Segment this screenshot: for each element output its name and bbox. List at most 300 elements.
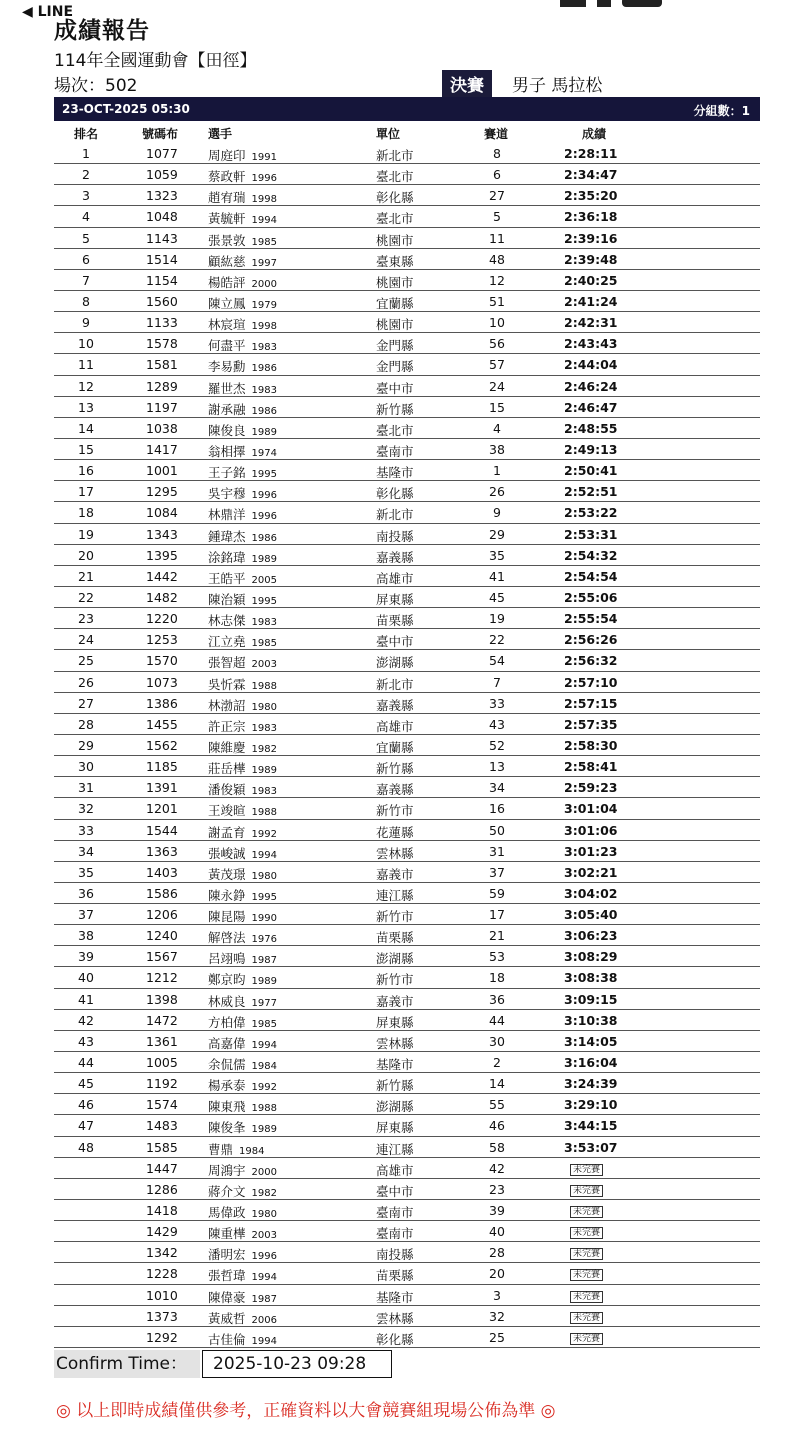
athlete-name: 涂銘瑋 bbox=[208, 549, 246, 565]
result-time: 2:43:43 bbox=[564, 336, 618, 352]
result-time: 3:44:15 bbox=[564, 1118, 618, 1134]
bib-cell: 1585 bbox=[146, 1139, 178, 1155]
athlete-name: 莊岳樺 bbox=[208, 761, 246, 777]
athlete-cell bbox=[208, 928, 277, 946]
signal-icon bbox=[560, 0, 586, 7]
table-header bbox=[54, 122, 760, 142]
athlete-name: 何盡平 bbox=[208, 338, 246, 354]
result-cell bbox=[564, 653, 618, 668]
bib-cell: 1574 bbox=[146, 1097, 178, 1113]
rank-cell: 44 bbox=[78, 1055, 94, 1071]
athlete-name: 陳俊夆 bbox=[208, 1120, 246, 1136]
lane-cell: 57 bbox=[489, 357, 505, 373]
round-badge: 決賽 bbox=[442, 70, 492, 97]
team-cell: 金門縣 bbox=[376, 359, 414, 375]
dnf-badge: 未完賽 bbox=[570, 1269, 603, 1281]
lane-cell: 32 bbox=[489, 1308, 505, 1324]
bib-cell: 1483 bbox=[146, 1118, 178, 1134]
bib-cell: 1253 bbox=[146, 632, 178, 648]
birth-year: 1992 bbox=[251, 828, 277, 840]
col-result: 成績 bbox=[582, 127, 607, 141]
birth-year: 1987 bbox=[251, 1293, 277, 1305]
result-time: 2:54:32 bbox=[564, 547, 618, 563]
result-time: 3:24:39 bbox=[564, 1076, 618, 1092]
bib-cell: 1323 bbox=[146, 188, 178, 204]
col-athlete: 選手 bbox=[208, 127, 233, 141]
result-time: 3:06:23 bbox=[564, 928, 618, 944]
bib-cell: 1472 bbox=[146, 1012, 178, 1028]
result-cell bbox=[564, 1140, 618, 1155]
result-time: 3:01:06 bbox=[564, 822, 618, 838]
team-cell: 臺東縣 bbox=[376, 253, 414, 269]
team-cell: 基隆市 bbox=[376, 1057, 414, 1073]
rank-cell: 33 bbox=[78, 822, 94, 838]
athlete-name: 吳忻霖 bbox=[208, 676, 246, 692]
lane-cell: 10 bbox=[489, 315, 505, 331]
result-cell bbox=[564, 505, 618, 520]
table-row bbox=[54, 1158, 760, 1179]
result-cell bbox=[570, 1244, 603, 1259]
team-cell: 臺南市 bbox=[376, 1226, 414, 1242]
rank-cell: 17 bbox=[78, 484, 94, 500]
birth-year: 1977 bbox=[251, 997, 277, 1009]
rank-cell: 45 bbox=[78, 1076, 94, 1092]
athlete-cell bbox=[208, 632, 277, 650]
team-cell: 新竹市 bbox=[376, 972, 414, 988]
lane-cell: 40 bbox=[489, 1224, 505, 1240]
rank-cell: 11 bbox=[78, 357, 94, 373]
team-cell: 澎湖縣 bbox=[376, 1099, 414, 1115]
lane-cell: 53 bbox=[489, 949, 505, 965]
dnf-badge: 未完賽 bbox=[570, 1185, 603, 1197]
bib-cell: 1403 bbox=[146, 864, 178, 880]
birth-year: 1983 bbox=[251, 384, 277, 396]
bib-cell: 1482 bbox=[146, 589, 178, 605]
table-row bbox=[54, 862, 760, 883]
group-count: 分組數：1 bbox=[693, 104, 750, 118]
result-cell bbox=[564, 1055, 618, 1070]
birth-year: 2000 bbox=[251, 1166, 277, 1178]
rank-cell: 37 bbox=[78, 907, 94, 923]
rank-cell: 3 bbox=[82, 188, 90, 204]
lane-cell: 2 bbox=[493, 1055, 501, 1071]
result-time: 3:05:40 bbox=[564, 907, 618, 923]
bib-cell: 1038 bbox=[146, 420, 178, 436]
birth-year: 1986 bbox=[251, 363, 277, 375]
birth-year: 1988 bbox=[251, 1103, 277, 1115]
result-cell bbox=[564, 1097, 618, 1112]
bib-cell: 1447 bbox=[146, 1160, 178, 1176]
athlete-cell bbox=[208, 1097, 277, 1115]
athlete-cell bbox=[208, 315, 277, 333]
rank-cell: 15 bbox=[78, 441, 94, 457]
birth-year: 1995 bbox=[251, 469, 277, 481]
table-row bbox=[54, 946, 760, 967]
result-cell bbox=[564, 315, 618, 330]
rank-cell: 42 bbox=[78, 1012, 94, 1028]
table-row bbox=[54, 312, 760, 333]
table-row bbox=[54, 291, 760, 312]
birth-year: 1989 bbox=[251, 553, 277, 565]
athlete-name: 陳立鳳 bbox=[208, 295, 246, 311]
rank-cell: 32 bbox=[78, 801, 94, 817]
lane-cell: 35 bbox=[489, 547, 505, 563]
result-cell bbox=[564, 970, 618, 985]
lane-cell: 33 bbox=[489, 695, 505, 711]
table-row bbox=[54, 143, 760, 164]
result-cell bbox=[564, 717, 618, 732]
team-cell: 新北市 bbox=[376, 148, 414, 163]
athlete-cell bbox=[208, 696, 277, 714]
table-row bbox=[54, 1137, 760, 1158]
birth-year: 1976 bbox=[251, 934, 277, 946]
result-cell bbox=[564, 252, 618, 267]
birth-year: 1979 bbox=[251, 299, 277, 311]
table-row bbox=[54, 566, 760, 587]
rank-cell: 30 bbox=[78, 759, 94, 775]
table-row bbox=[54, 693, 760, 714]
result-cell bbox=[564, 421, 618, 436]
team-cell: 彰化縣 bbox=[376, 486, 414, 502]
table-row bbox=[54, 270, 760, 291]
athlete-cell bbox=[208, 1118, 277, 1136]
table-row bbox=[54, 481, 760, 502]
team-cell: 金門縣 bbox=[376, 338, 414, 354]
team-cell: 苗栗縣 bbox=[376, 613, 414, 629]
lane-cell: 30 bbox=[489, 1033, 505, 1049]
rank-cell: 34 bbox=[78, 843, 94, 859]
lane-cell: 29 bbox=[489, 526, 505, 542]
result-time: 2:42:31 bbox=[564, 315, 618, 331]
athlete-cell bbox=[208, 357, 277, 375]
birth-year: 2006 bbox=[251, 1314, 277, 1326]
team-cell: 新竹市 bbox=[376, 803, 414, 819]
birth-year: 1983 bbox=[251, 617, 277, 629]
rank-cell: 18 bbox=[78, 505, 94, 521]
athlete-name: 張峻誠 bbox=[208, 845, 246, 861]
athlete-name: 余侃儒 bbox=[208, 1057, 246, 1073]
table-row bbox=[54, 249, 760, 270]
athlete-name: 林威良 bbox=[208, 993, 246, 1009]
team-cell: 彰化縣 bbox=[376, 190, 414, 206]
table-row bbox=[54, 460, 760, 481]
athlete-name: 方柏偉 bbox=[208, 1014, 246, 1030]
bib-cell: 1455 bbox=[146, 716, 178, 732]
athlete-name: 陳偉豪 bbox=[208, 1289, 246, 1305]
rank-cell: 48 bbox=[78, 1139, 94, 1155]
athlete-cell bbox=[208, 738, 277, 756]
birth-year: 1985 bbox=[251, 638, 277, 650]
rank-cell: 8 bbox=[82, 293, 90, 309]
table-row bbox=[54, 1327, 760, 1348]
team-cell: 彰化縣 bbox=[376, 1331, 414, 1347]
result-time: 2:55:54 bbox=[564, 611, 618, 627]
athlete-cell bbox=[208, 1245, 277, 1263]
bib-cell: 1581 bbox=[146, 357, 178, 373]
athlete-name: 陳東飛 bbox=[208, 1099, 246, 1115]
athlete-name: 張哲瑋 bbox=[208, 1268, 246, 1284]
disclaimer-notice: ◎ 以上即時成績僅供參考，正確資料以大會競賽組現場公佈為準 ◎ bbox=[56, 1401, 556, 1421]
team-cell: 臺中市 bbox=[376, 380, 414, 396]
table-row bbox=[54, 967, 760, 988]
result-time: 2:39:16 bbox=[564, 230, 618, 246]
birth-year: 1989 bbox=[251, 765, 277, 777]
athlete-cell bbox=[208, 209, 277, 227]
athlete-name: 林志傑 bbox=[208, 613, 246, 629]
birth-year: 2003 bbox=[251, 659, 277, 671]
athlete-name: 張景敦 bbox=[208, 232, 246, 248]
birth-year: 1988 bbox=[251, 807, 277, 819]
bib-cell: 1289 bbox=[146, 378, 178, 394]
athlete-cell bbox=[208, 1055, 277, 1073]
bib-cell: 1386 bbox=[146, 695, 178, 711]
table-row bbox=[54, 1242, 760, 1263]
table-row bbox=[54, 587, 760, 608]
dnf-badge: 未完賽 bbox=[570, 1248, 603, 1260]
result-cell bbox=[570, 1202, 603, 1217]
team-cell: 新竹縣 bbox=[376, 401, 414, 417]
lane-cell: 55 bbox=[489, 1097, 505, 1113]
team-cell: 南投縣 bbox=[376, 528, 414, 544]
birth-year: 1992 bbox=[251, 1082, 277, 1094]
birth-year: 1994 bbox=[251, 849, 277, 861]
bib-cell: 1077 bbox=[146, 146, 178, 161]
rank-cell: 38 bbox=[78, 928, 94, 944]
competition-name: 114年全國運動會【田徑】 bbox=[54, 51, 257, 71]
team-cell: 嘉義縣 bbox=[376, 782, 414, 798]
athlete-cell bbox=[208, 484, 277, 502]
team-cell: 新北市 bbox=[376, 676, 414, 692]
bib-cell: 1220 bbox=[146, 611, 178, 627]
bib-cell: 1185 bbox=[146, 759, 178, 775]
table-row bbox=[54, 1115, 760, 1136]
team-cell: 澎湖縣 bbox=[376, 951, 414, 967]
team-cell: 新北市 bbox=[376, 507, 414, 523]
result-cell bbox=[564, 611, 618, 626]
athlete-name: 王皓平 bbox=[208, 570, 246, 586]
athlete-cell bbox=[208, 1161, 277, 1179]
athlete-cell bbox=[208, 1140, 264, 1158]
birth-year: 1991 bbox=[251, 152, 277, 163]
athlete-name: 陳維慶 bbox=[208, 739, 246, 755]
rank-cell: 4 bbox=[82, 209, 90, 225]
birth-year: 1995 bbox=[251, 595, 277, 607]
dnf-badge: 未完賽 bbox=[570, 1291, 603, 1303]
result-cell bbox=[564, 632, 618, 647]
result-time: 3:04:02 bbox=[564, 885, 618, 901]
confirm-time-value: 2025-10-23 09:28 bbox=[202, 1350, 392, 1378]
rank-cell: 24 bbox=[78, 632, 94, 648]
lane-cell: 3 bbox=[493, 1287, 501, 1303]
result-cell bbox=[564, 569, 618, 584]
athlete-cell bbox=[208, 548, 277, 566]
result-time: 2:55:06 bbox=[564, 589, 618, 605]
athlete-cell bbox=[208, 823, 277, 841]
result-time: 2:57:15 bbox=[564, 695, 618, 711]
birth-year: 1983 bbox=[251, 786, 277, 798]
birth-year: 1989 bbox=[251, 976, 277, 988]
team-cell: 基隆市 bbox=[376, 1289, 414, 1305]
athlete-cell bbox=[208, 992, 277, 1010]
dnf-badge: 未完賽 bbox=[570, 1227, 603, 1239]
birth-year: 1982 bbox=[251, 1187, 277, 1199]
result-time: 2:54:54 bbox=[564, 568, 618, 584]
athlete-cell bbox=[208, 1182, 277, 1200]
athlete-cell bbox=[208, 336, 277, 354]
col-team: 單位 bbox=[376, 127, 401, 141]
lane-cell: 43 bbox=[489, 716, 505, 732]
result-cell bbox=[564, 844, 618, 859]
result-time: 2:34:47 bbox=[564, 167, 618, 183]
table-row bbox=[54, 1179, 760, 1200]
athlete-name: 鍾瑋杰 bbox=[208, 528, 246, 544]
back-to-line-link[interactable]: ◀ LINE bbox=[22, 4, 74, 20]
result-time: 2:40:25 bbox=[564, 272, 618, 288]
table-row bbox=[54, 1010, 760, 1031]
bib-cell: 1048 bbox=[146, 209, 178, 225]
table-row bbox=[54, 777, 760, 798]
rank-cell: 21 bbox=[78, 568, 94, 584]
athlete-name: 林宸瑄 bbox=[208, 317, 246, 333]
bib-cell: 1192 bbox=[146, 1076, 178, 1092]
table-row bbox=[54, 608, 760, 629]
lane-cell: 48 bbox=[489, 251, 505, 267]
bib-cell: 1398 bbox=[146, 991, 178, 1007]
athlete-name: 解啓法 bbox=[208, 930, 246, 946]
table-row bbox=[54, 545, 760, 566]
athlete-cell bbox=[208, 1288, 277, 1306]
lane-cell: 9 bbox=[493, 505, 501, 521]
athlete-name: 羅世杰 bbox=[208, 380, 246, 396]
birth-year: 1985 bbox=[251, 236, 277, 248]
athlete-name: 謝孟育 bbox=[208, 824, 246, 840]
birth-year: 1986 bbox=[251, 532, 277, 544]
bib-cell: 1343 bbox=[146, 526, 178, 542]
birth-year: 2005 bbox=[251, 574, 277, 586]
result-cell bbox=[564, 907, 618, 922]
lane-cell: 14 bbox=[489, 1076, 505, 1092]
lane-cell: 7 bbox=[493, 674, 501, 690]
team-cell: 桃園市 bbox=[376, 317, 414, 333]
table-row bbox=[54, 735, 760, 756]
result-time: 2:49:13 bbox=[564, 441, 618, 457]
athlete-cell bbox=[208, 844, 277, 862]
team-cell: 臺中市 bbox=[376, 1183, 414, 1199]
lane-cell: 28 bbox=[489, 1245, 505, 1261]
birth-year: 1984 bbox=[239, 1145, 265, 1157]
table-row bbox=[54, 502, 760, 523]
result-time: 2:52:51 bbox=[564, 484, 618, 500]
lane-cell: 11 bbox=[489, 230, 505, 246]
lane-cell: 56 bbox=[489, 336, 505, 352]
birth-year: 1994 bbox=[251, 215, 277, 227]
birth-year: 1994 bbox=[251, 1039, 277, 1051]
birth-year: 1995 bbox=[251, 891, 277, 903]
bib-cell: 1206 bbox=[146, 907, 178, 923]
bib-cell: 1373 bbox=[146, 1308, 178, 1324]
birth-year: 1986 bbox=[251, 405, 277, 417]
team-cell: 嘉義縣 bbox=[376, 697, 414, 713]
athlete-cell bbox=[208, 273, 277, 291]
result-time: 3:08:29 bbox=[564, 949, 618, 965]
team-cell: 臺南市 bbox=[376, 1205, 414, 1221]
result-cell bbox=[564, 400, 618, 415]
result-cell bbox=[564, 865, 618, 880]
dnf-badge: 未完賽 bbox=[570, 1312, 603, 1324]
bib-cell: 1361 bbox=[146, 1033, 178, 1049]
bib-cell: 1391 bbox=[146, 780, 178, 796]
birth-year: 1980 bbox=[251, 1209, 277, 1221]
result-cell bbox=[564, 949, 618, 964]
athlete-name: 蔡政軒 bbox=[208, 169, 246, 185]
team-cell: 臺北市 bbox=[376, 422, 414, 438]
result-cell bbox=[564, 209, 618, 224]
table-row bbox=[54, 841, 760, 862]
result-time: 3:09:15 bbox=[564, 991, 618, 1007]
result-cell bbox=[564, 379, 618, 394]
rank-cell: 9 bbox=[82, 315, 90, 331]
lane-cell: 58 bbox=[489, 1139, 505, 1155]
result-cell bbox=[564, 780, 618, 795]
result-time: 3:29:10 bbox=[564, 1097, 618, 1113]
team-cell: 宜蘭縣 bbox=[376, 739, 414, 755]
lane-cell: 12 bbox=[489, 272, 505, 288]
result-cell bbox=[564, 1118, 618, 1133]
lane-cell: 19 bbox=[489, 611, 505, 627]
lane-cell: 41 bbox=[489, 568, 505, 584]
table-row bbox=[54, 397, 760, 418]
dnf-badge: 未完賽 bbox=[570, 1206, 603, 1218]
athlete-name: 趙宥瑞 bbox=[208, 190, 246, 206]
rank-cell: 27 bbox=[78, 695, 94, 711]
table-row bbox=[54, 1073, 760, 1094]
table-row bbox=[54, 1052, 760, 1073]
table-row bbox=[54, 714, 760, 735]
result-time: 2:56:26 bbox=[564, 632, 618, 648]
athlete-name: 潘俊穎 bbox=[208, 782, 246, 798]
team-cell: 嘉義市 bbox=[376, 866, 414, 882]
lane-cell: 42 bbox=[489, 1160, 505, 1176]
athlete-cell bbox=[208, 294, 277, 312]
table-row bbox=[54, 376, 760, 397]
team-cell: 桃園市 bbox=[376, 232, 414, 248]
result-cell bbox=[564, 336, 618, 351]
rank-cell: 2 bbox=[82, 167, 90, 183]
bib-cell: 1514 bbox=[146, 251, 178, 267]
lane-cell: 15 bbox=[489, 399, 505, 415]
athlete-name: 鄭京昀 bbox=[208, 972, 246, 988]
athlete-cell bbox=[208, 1013, 277, 1031]
bib-cell: 1197 bbox=[146, 399, 178, 415]
athlete-name: 吳宇穆 bbox=[208, 486, 246, 502]
result-cell bbox=[564, 273, 618, 288]
bib-cell: 1154 bbox=[146, 272, 178, 288]
athlete-name: 周鴻宇 bbox=[208, 1162, 246, 1178]
table-row bbox=[54, 756, 760, 777]
birth-year: 1989 bbox=[251, 1124, 277, 1136]
athlete-cell bbox=[208, 442, 277, 460]
bib-cell: 1143 bbox=[146, 230, 178, 246]
team-cell: 基隆市 bbox=[376, 465, 414, 481]
result-cell bbox=[564, 294, 618, 309]
lane-cell: 6 bbox=[493, 167, 501, 183]
result-time: 2:44:04 bbox=[564, 357, 618, 373]
athlete-name: 陳俊良 bbox=[208, 422, 246, 438]
bib-cell: 1418 bbox=[146, 1203, 178, 1219]
lane-cell: 26 bbox=[489, 484, 505, 500]
table-row bbox=[54, 524, 760, 545]
result-time: 3:53:07 bbox=[564, 1139, 618, 1155]
